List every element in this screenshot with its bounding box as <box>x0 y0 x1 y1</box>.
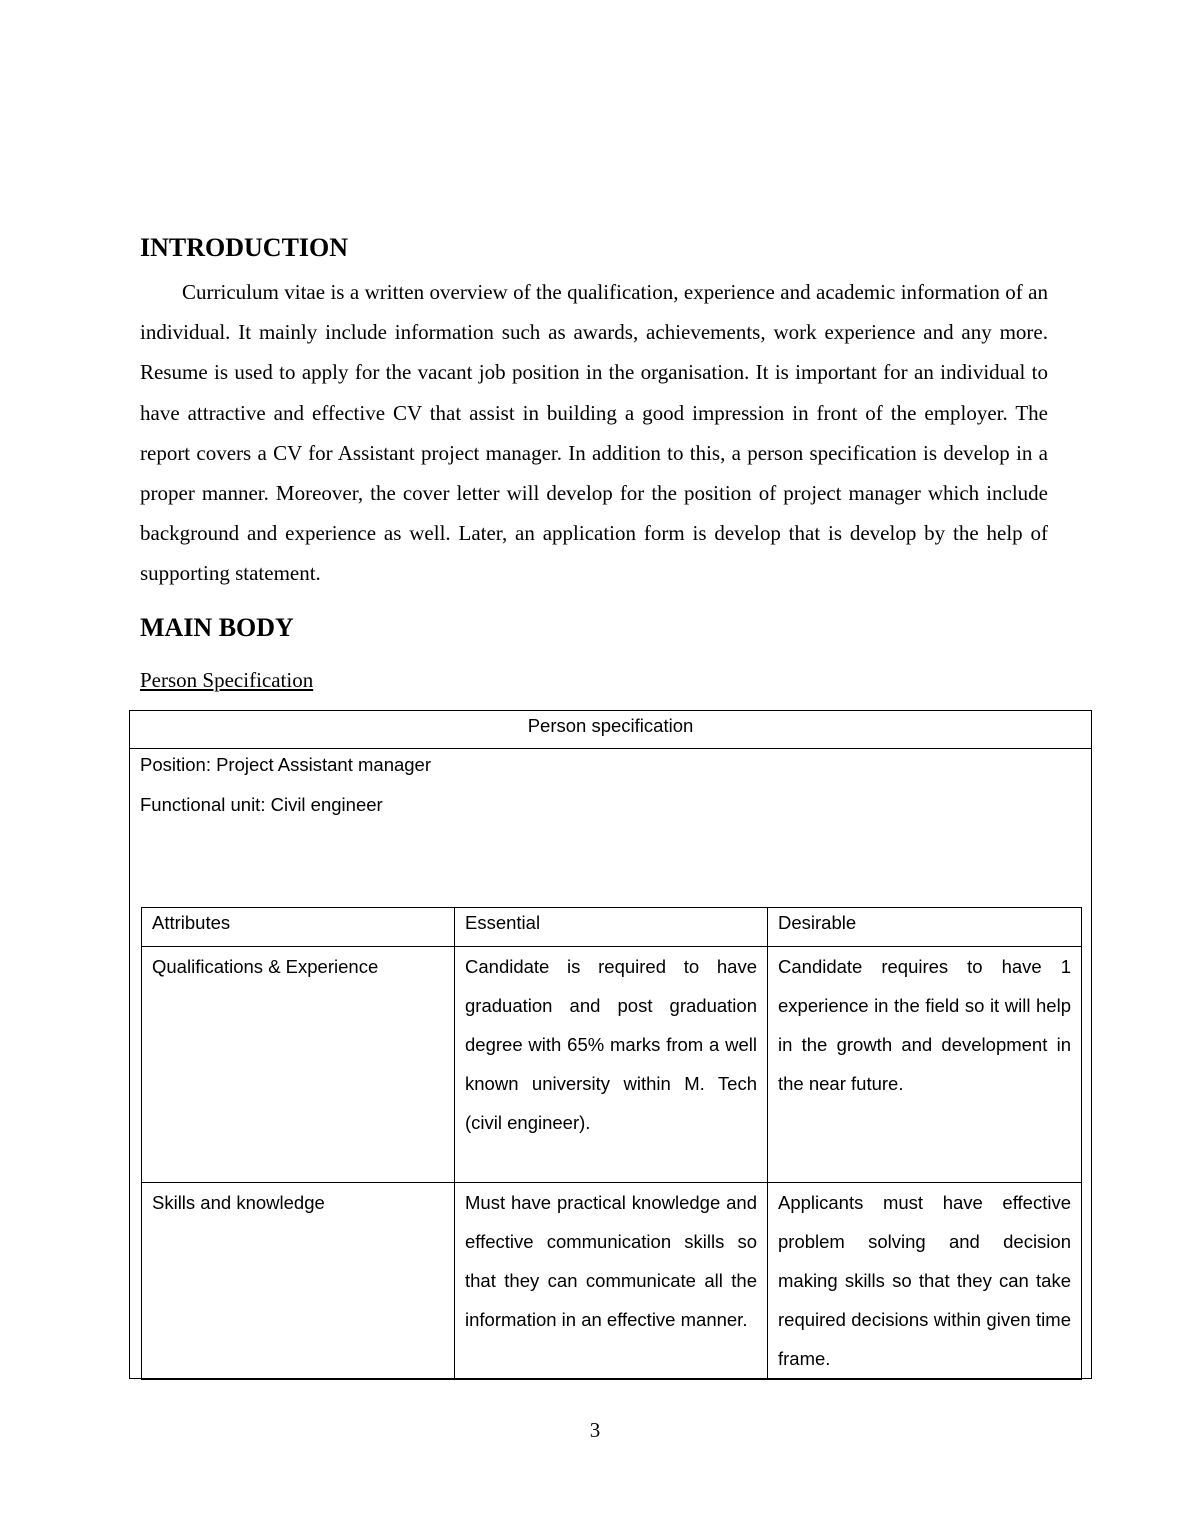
main-body-heading: MAIN BODY <box>140 613 294 642</box>
attribute-cell: Qualifications & Experience <box>142 947 455 1183</box>
column-header-desirable: Desirable <box>768 908 1082 947</box>
essential-cell: Must have practical knowledge and effective communication skills so that they can communicate all the information in an effective manner. <box>455 1183 768 1380</box>
introduction-heading: INTRODUCTION <box>140 233 349 262</box>
person-specification-subheading: Person Specification <box>140 668 314 692</box>
desirable-cell: Applicants must have effective problem solving and decision making skills so that they can take required decisions within given time frame. <box>768 1183 1082 1380</box>
functional-unit-line: Functional unit: Civil engineer <box>140 794 383 815</box>
table-title: Person specification <box>130 711 1091 749</box>
position-line: Position: Project Assistant manager <box>140 754 432 775</box>
table-row <box>142 1183 1082 1380</box>
page-number: 3 <box>589 1418 601 1442</box>
attributes-table <box>141 907 1082 1380</box>
introduction-paragraph: Curriculum vitae is a written overview of the qualification, experience and academic information of an individual. It mainly include information such as awards, achievements, work experience and any more. Resume is used to apply for the vacant job position in the organisation. It is important for an individual to have attractive and effective CV that assist in building a good impression in front of the employer. The report covers a CV for Assistant project manager. In addition to this, a person specification is develop in a proper manner. Moreover, the cover letter will develop for the position of project manager which include background and experience as well. Later, an application form is develop that is develop by the help of supporting statement. <box>140 280 1048 586</box>
column-header-attributes: Attributes <box>142 908 455 947</box>
table-header-row <box>142 908 1082 947</box>
essential-cell: Candidate is required to have graduation and post graduation degree with 65% marks from a well known university within M. Tech (civil engineer). <box>455 947 768 1183</box>
table-row <box>142 947 1082 1183</box>
column-header-essential: Essential <box>455 908 768 947</box>
attribute-cell: Skills and knowledge <box>142 1183 455 1380</box>
person-specification-table <box>129 710 1092 1379</box>
desirable-cell: Candidate requires to have 1 experience in the field so it will help in the growth and development in the near future. <box>768 947 1082 1183</box>
